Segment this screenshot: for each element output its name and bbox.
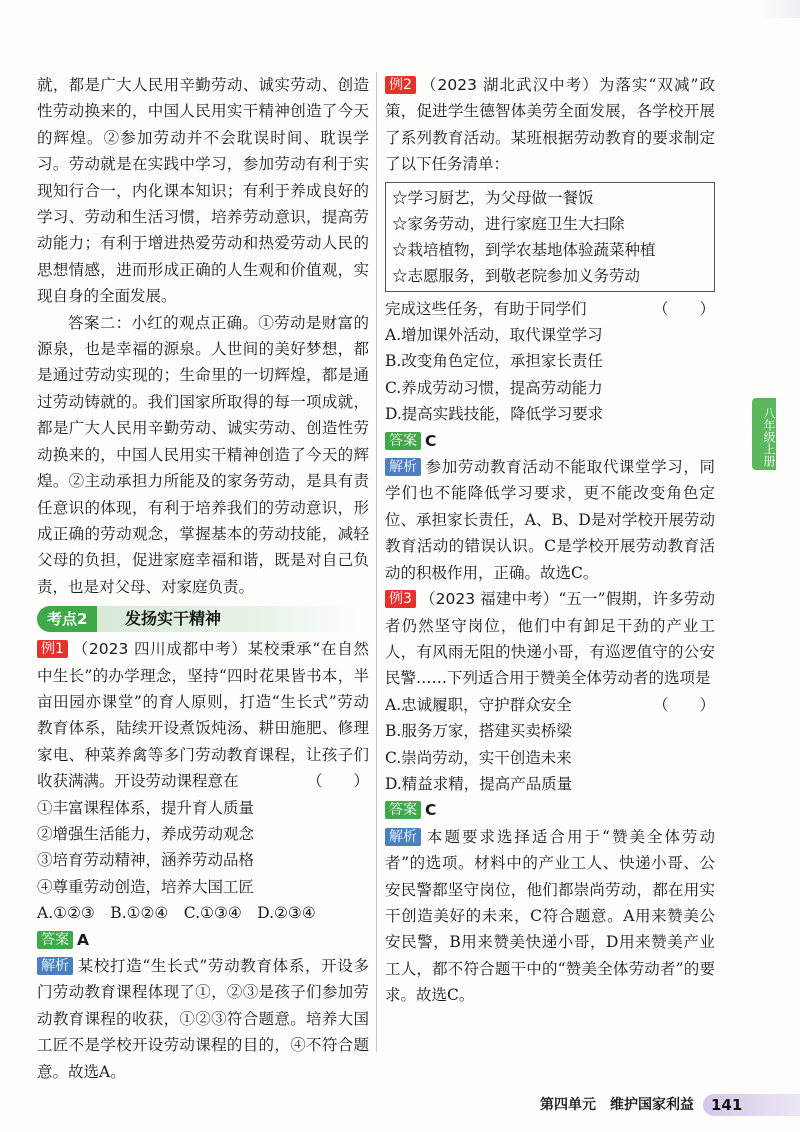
option-a: A.忠诚履职，守护群众安全 [385, 695, 572, 714]
analysis-paragraph [37, 953, 369, 1085]
answer-line [37, 927, 369, 953]
task-item: ☆学习厨艺，为父母做一餐饭 [392, 188, 594, 207]
example-tag: 例1 [37, 640, 68, 658]
statement-item: ②增强生活能力，养成劳动观念 [37, 824, 255, 843]
corner-decoration [760, 0, 800, 18]
answer-tag: 答案 [37, 931, 73, 949]
analysis-paragraph [385, 454, 715, 586]
column-divider [376, 72, 377, 1052]
answer-value: C [425, 801, 437, 820]
answer-paren: （ ） [306, 772, 369, 791]
option-b: B.改变角色定位，承担家长责任 [385, 352, 603, 371]
example-source: （2023 福建中考） [419, 590, 559, 609]
page-number: 141 [711, 1096, 743, 1114]
statement-item: ③培育劳动精神，涵养劳动品格 [37, 851, 255, 870]
example-1-stem [37, 636, 369, 794]
example-source: （2023 湖北武汉中考） [419, 76, 599, 94]
kaodian-title: 发扬实干精神 [125, 609, 222, 629]
example-source: （2023 四川成都中考） [71, 640, 248, 659]
answer-value: C [425, 431, 437, 450]
choice-options: A.①②③ B.①②④ C.①③④ D.②③④ [37, 904, 316, 923]
example-2-stem [385, 72, 715, 178]
analysis-text: 参加劳动教育活动不能取代课堂学习，同学们也不能降低学习要求，更不能改变角色定位、承担家长责任，A、B、D是对学校开展劳动教育活动的错误认识。C是学校开展劳动教育活动的积极作用，正确。故选C。 [385, 458, 715, 582]
answer-two-paragraph: 答案二：小红的观点正确。①劳动是财富的源泉，也是幸福的源泉。人世间的美好梦想，都是通过劳动实现的；生命里的一切辉煌，都是通过劳动铸就的。我们国家所取得的每一项成就，都是广大人民用辛勤劳动、诚实劳动、创造性劳动换来的，中国人民用实干精神创造了今天的辉煌。②主动承担力所能及的家务劳动，是具有责任意识的体现，有利于培养我们的劳动意识，形成正确的劳动观念，掌握基本的劳动技能，减轻父母的负担，促进家庭幸福和谐，既是对自己负责，也是对父母、对家庭负责。 [37, 313, 369, 596]
question-line [385, 296, 715, 322]
analysis-tag: 解析 [37, 957, 73, 975]
task-list-box [385, 182, 715, 292]
kaodian-header [37, 606, 369, 632]
example-text: 为落实“双减”政策，促进学生德智体美劳全面发展，各学校开展了系列教育活动。某班根据劳动教育的要求制定了以下任务清单： [385, 76, 715, 174]
answer-value: A [77, 930, 89, 949]
answer-tag: 答案 [385, 432, 421, 450]
statement-item: ①丰富课程体系，提升育人质量 [37, 798, 255, 817]
page-number-badge [703, 1094, 800, 1116]
example-tag: 例3 [385, 590, 416, 608]
example-tag: 例2 [385, 76, 416, 94]
analysis-tag: 解析 [385, 828, 421, 846]
answer-tag: 答案 [385, 801, 421, 819]
analysis-paragraph [385, 824, 715, 1009]
option-d: D.提高实践技能，降低学习要求 [385, 405, 604, 424]
option-d: D.精益求精，提高产品质量 [385, 774, 573, 793]
left-column [37, 72, 369, 1085]
page-footer [520, 1094, 800, 1116]
analysis-text: 本题要求选择适合用于“赞美全体劳动者”的选项。材料中的产业工人、快递小哥、公安民警都坚守岗位，他们都崇尚劳动，都在用实干创造美好的未来，C符合题意。A用来赞美公安民警，B用来赞美快递小哥，D用来赞美产业工人，都不符合题干中的“赞美全体劳动者”的要求。故选C。 [385, 827, 715, 1005]
task-item: ☆家务劳动，进行家庭卫生大扫除 [392, 214, 625, 233]
statement-item: ④尊重劳动创造，培养大国工匠 [37, 877, 255, 896]
kaodian-label: 考点2 [37, 606, 97, 632]
right-column [385, 72, 715, 1009]
paragraph-continued: 就，都是广大人民用辛勤劳动、诚实劳动、创造性劳动换来的，中国人民用实干精神创造了今天的辉煌。②参加劳动并不会耽误时间、耽误学习。劳动就是在实践中学习，参加劳动有利于实现知行合一，内化课本知识；有利于养成良好的学习、劳动和生活习惯，培养劳动意识，提高劳动能力；有利于增进热爱劳动和热爱劳动人民的思想情感，进而形成正确的人生观和价值观，实现自身的全面发展。 [37, 76, 369, 306]
option-c: C.养成劳动习惯，提高劳动能力 [385, 378, 603, 397]
question-text: 完成这些任务，有助于同学们 [385, 299, 587, 318]
task-item: ☆栽培植物，到学农基地体验蔬菜种植 [392, 240, 656, 259]
footer-unit-title: 第四单元 维护国家利益 [540, 1097, 694, 1113]
answer-line [385, 797, 715, 823]
grade-side-tab: 八年级上册 [752, 398, 776, 470]
option-a: A.增加课外活动，取代课堂学习 [385, 326, 603, 345]
option-c: C.崇尚劳动，实干创造未来 [385, 748, 572, 767]
task-item: ☆志愿服务，到敬老院参加义务劳动 [392, 266, 641, 285]
answer-paren: （ ） [652, 299, 715, 318]
answer-line [385, 428, 715, 454]
analysis-text: 某校打造“生长式”劳动教育体系，开设多门劳动教育课程体现了①，②③是孩子们参加劳动教育课程的收获，①②③符合题意。培养大国工匠不是学校开设劳动课程的目的，④不符合题意。故选A。 [37, 957, 369, 1081]
option-b: B.服务万家，搭建买卖桥梁 [385, 722, 572, 741]
analysis-tag: 解析 [385, 458, 421, 476]
example-text: 某校秉承“在自然中生长”的办学理念，坚持“四时花果皆书本，半亩田园亦课堂”的育人原则，打造“生长式”劳动教育体系，陆续开设煮饭炖汤、耕田施肥、修理家电、种菜养禽等多门劳动教育课程，让孩子们收获满满。开设劳动课程意在 [37, 640, 369, 791]
answer-paren: （ ） [652, 695, 715, 714]
example-text: “五一”假期，许多劳动者仍然坚守岗位，他们中有卸足干劲的产业工人，有风雨无阻的快递小哥，有巡逻值守的公安民警……下列适合用于赞美全体劳动者的选项是 [385, 590, 715, 688]
